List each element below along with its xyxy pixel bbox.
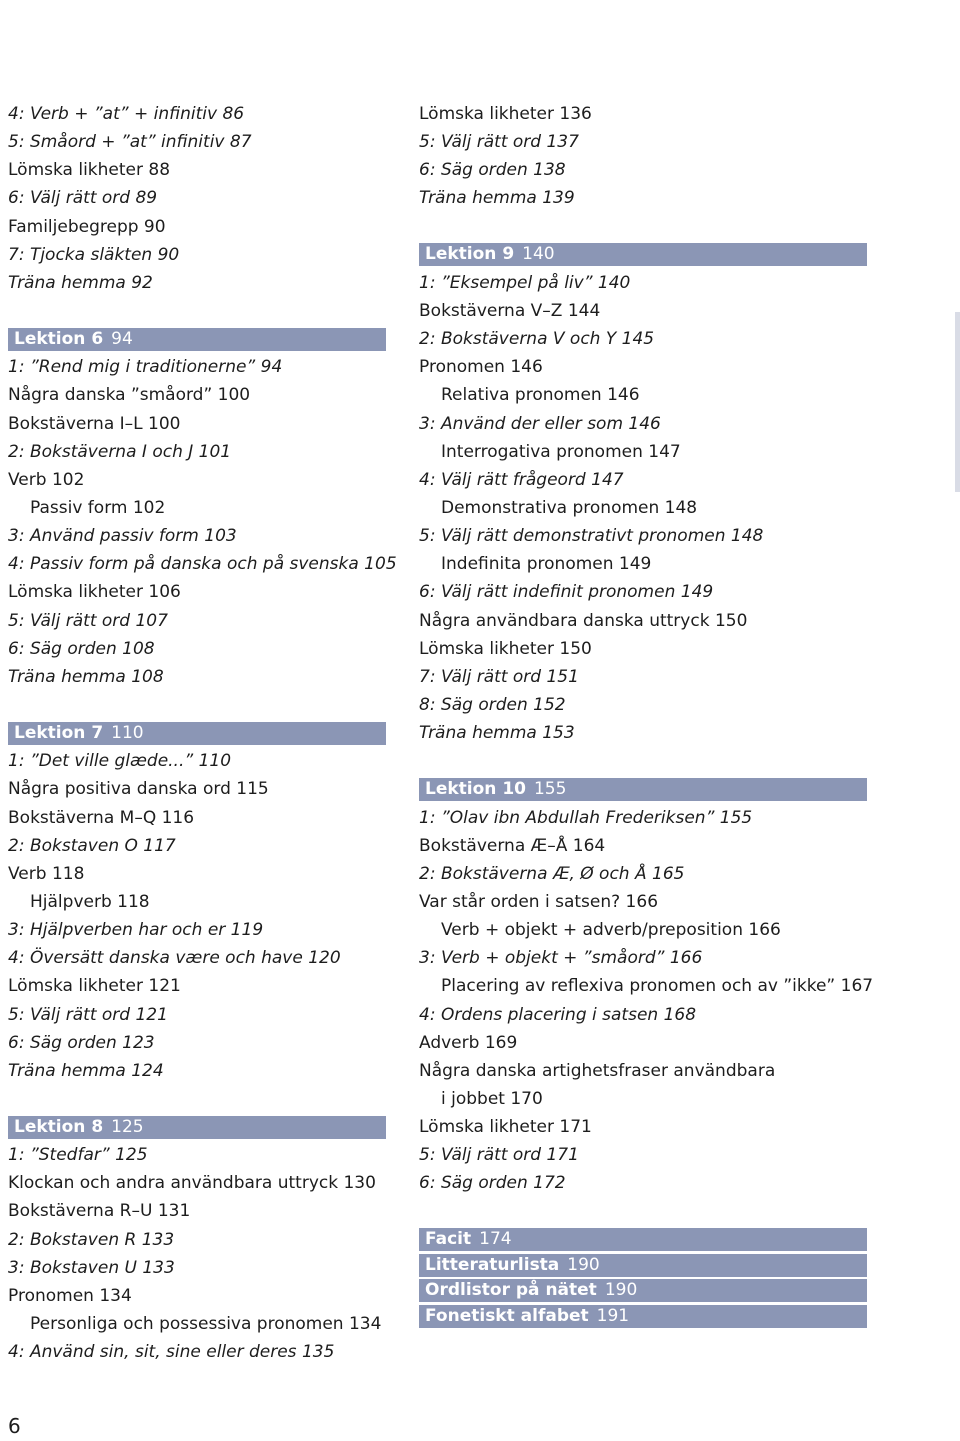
- toc-exercise-entry[interactable]: 2: Bokstäverna Æ, Ø och Å 165: [419, 863, 685, 884]
- toc-exercise-entry[interactable]: 2: Bokstäverna V och Y 145: [419, 329, 655, 350]
- toc-exercise-entry[interactable]: 8: Säg orden 152: [419, 694, 566, 715]
- toc-exercise-entry[interactable]: 5: Välj rätt ord 171: [419, 1145, 579, 1166]
- toc-subentry[interactable]: Indefinita pronomen 149: [441, 554, 652, 575]
- toc-exercise-entry[interactable]: 4: Passiv form på danska och på svenska 105: [8, 554, 397, 575]
- toc-exercise-entry[interactable]: 6: Säg orden 138: [419, 160, 566, 181]
- toc-exercise-entry[interactable]: 5: Småord + ”at” infinitiv 87: [8, 132, 252, 153]
- toc-entry[interactable]: Bokstäverna I–L 100: [8, 413, 181, 434]
- toc-exercise-entry[interactable]: 1: ”Stedfar” 125: [8, 1145, 148, 1166]
- toc-exercise-entry[interactable]: 6: Välj rätt indefinit pronomen 149: [419, 582, 714, 603]
- lesson-header-title: Lektion 10: [425, 778, 526, 799]
- toc-entry[interactable]: Adverb 169: [419, 1032, 518, 1053]
- toc-entry[interactable]: Bokstäverna Æ–Å 164: [419, 835, 606, 856]
- lesson-header-title: Ordlistor på nätet: [425, 1280, 597, 1301]
- lesson-header-bar[interactable]: [419, 778, 867, 801]
- lesson-header-title: Facit: [425, 1229, 472, 1250]
- lesson-header-page: 190: [567, 1254, 600, 1275]
- toc-entry[interactable]: Bokstäverna R–U 131: [8, 1201, 191, 1222]
- toc-exercise-entry[interactable]: Träna hemma 92: [8, 272, 153, 293]
- toc-subentry[interactable]: i jobbet 170: [441, 1088, 543, 1109]
- toc-exercise-entry[interactable]: 5: Välj rätt demonstrativt pronomen 148: [419, 526, 764, 547]
- toc-subentry[interactable]: Relativa pronomen 146: [441, 385, 640, 406]
- lesson-header-bar[interactable]: [419, 1305, 867, 1328]
- toc-entry[interactable]: Lömska likheter 106: [8, 582, 181, 603]
- toc-exercise-entry[interactable]: 5: Välj rätt ord 137: [419, 132, 579, 153]
- lesson-header-page: 190: [604, 1280, 638, 1301]
- lesson-header-bar[interactable]: [419, 1228, 867, 1251]
- toc-right-column: [419, 100, 874, 1331]
- toc-exercise-entry[interactable]: 1: ”Olav ibn Abdullah Frederiksen” 155: [419, 807, 753, 828]
- page-edge-mark: [955, 312, 960, 492]
- toc-exercise-entry[interactable]: 1: ”Det ville glæde...” 110: [8, 751, 232, 772]
- lesson-header-bar[interactable]: [8, 722, 386, 745]
- toc-entry[interactable]: Några danska ”småord” 100: [8, 385, 251, 406]
- toc-exercise-entry[interactable]: 4: Välj rätt frågeord 147: [419, 469, 624, 490]
- toc-exercise-entry[interactable]: 3: Bokstaven U 133: [8, 1257, 175, 1278]
- toc-exercise-entry[interactable]: 2: Bokstäverna I och J 101: [8, 441, 232, 462]
- lesson-header-title: Lektion 8: [14, 1116, 104, 1137]
- lesson-header-bar[interactable]: [419, 1279, 867, 1302]
- lesson-header-title: Lektion 9: [425, 244, 515, 265]
- toc-exercise-entry[interactable]: 4: Översätt danska være och have 120: [8, 948, 341, 969]
- toc-exercise-entry[interactable]: 6: Välj rätt ord 89: [8, 188, 158, 209]
- toc-exercise-entry[interactable]: Träna hemma 108: [8, 666, 164, 687]
- toc-subentry[interactable]: Passiv form 102: [30, 497, 166, 518]
- page-number: 6: [8, 1414, 21, 1438]
- toc-entry[interactable]: Några positiva danska ord 115: [8, 779, 269, 800]
- lesson-header-page: 94: [111, 328, 133, 349]
- toc-exercise-entry[interactable]: 6: Säg orden 123: [8, 1032, 155, 1053]
- toc-exercise-entry[interactable]: 7: Välj rätt ord 151: [419, 666, 579, 687]
- toc-entry[interactable]: Pronomen 134: [8, 1285, 132, 1306]
- lesson-header-page: 110: [111, 722, 144, 743]
- toc-exercise-entry[interactable]: 2: Bokstaven O 117: [8, 835, 176, 856]
- toc-exercise-entry[interactable]: 1: ”Rend mig i traditionerne” 94: [8, 357, 283, 378]
- toc-exercise-entry[interactable]: 3: Hjälpverben har och er 119: [8, 920, 264, 941]
- toc-exercise-entry[interactable]: 3: Använd der eller som 146: [419, 413, 661, 434]
- toc-entry[interactable]: Familjebegrepp 90: [8, 216, 166, 237]
- toc-exercise-entry[interactable]: 4: Ordens placering i satsen 168: [419, 1004, 697, 1025]
- toc-entry[interactable]: Verb 118: [8, 863, 85, 884]
- toc-exercise-entry[interactable]: 7: Tjocka släkten 90: [8, 244, 180, 265]
- toc-left-column: [8, 100, 397, 1366]
- toc-entry[interactable]: Klockan och andra användbara uttryck 130: [8, 1173, 376, 1194]
- toc-entry[interactable]: Lömska likheter 150: [419, 638, 592, 659]
- lesson-header-page: 155: [533, 778, 567, 799]
- lesson-header-page: 125: [111, 1116, 144, 1137]
- toc-exercise-entry[interactable]: 5: Välj rätt ord 121: [8, 1004, 168, 1025]
- toc-entry[interactable]: Lömska likheter 121: [8, 976, 181, 997]
- toc-subentry[interactable]: Verb + objekt + adverb/preposition 166: [441, 920, 781, 941]
- toc-entry[interactable]: Några användbara danska uttryck 150: [419, 610, 748, 631]
- toc-subentry[interactable]: Placering av reflexiva pronomen och av ”ikke” 167: [441, 976, 874, 997]
- toc-entry[interactable]: Några danska artighetsfraser användbara: [419, 1060, 776, 1081]
- toc-entry[interactable]: Pronomen 146: [419, 357, 543, 378]
- toc-exercise-entry[interactable]: 4: Använd sin, sit, sine eller deres 135: [8, 1342, 335, 1363]
- section-spacer: [419, 747, 867, 775]
- toc-entry[interactable]: Verb 102: [8, 469, 85, 490]
- lesson-header-bar[interactable]: [8, 1116, 386, 1139]
- toc-entry[interactable]: Bokstäverna M–Q 116: [8, 807, 195, 828]
- lesson-header-page: 174: [479, 1229, 512, 1250]
- lesson-header-title: Fonetiskt alfabet: [425, 1306, 589, 1327]
- toc-entry[interactable]: Bokstäverna V–Z 144: [419, 300, 601, 321]
- section-spacer: [8, 1085, 386, 1113]
- lesson-header-page: 140: [522, 244, 555, 265]
- toc-exercise-entry[interactable]: 6: Säg orden 108: [8, 638, 155, 659]
- toc-entry[interactable]: Lömska likheter 136: [419, 104, 592, 124]
- toc-exercise-entry[interactable]: 1: ”Eksempel på liv” 140: [419, 272, 631, 293]
- toc-exercise-entry[interactable]: 3: Använd passiv form 103: [8, 526, 237, 547]
- toc-exercise-entry[interactable]: 2: Bokstaven R 133: [8, 1229, 175, 1250]
- toc-entry[interactable]: Lömska likheter 88: [8, 160, 171, 181]
- section-spacer: [419, 213, 867, 241]
- lesson-header-title: Lektion 6: [14, 328, 104, 349]
- toc-exercise-entry[interactable]: 6: Säg orden 172: [419, 1173, 566, 1194]
- toc-exercise-entry[interactable]: 3: Verb + objekt + ”småord” 166: [419, 948, 703, 969]
- toc-exercise-entry[interactable]: Träna hemma 153: [419, 723, 575, 744]
- toc-subentry[interactable]: Interrogativa pronomen 147: [441, 441, 681, 462]
- section-spacer: [8, 297, 386, 325]
- section-spacer: [8, 691, 386, 719]
- toc-exercise-entry[interactable]: Träna hemma 139: [419, 188, 575, 209]
- toc-exercise-entry[interactable]: 5: Välj rätt ord 107: [8, 610, 168, 631]
- section-spacer: [419, 1197, 867, 1225]
- lesson-header-page: 191: [596, 1306, 630, 1327]
- toc-exercise-entry[interactable]: 4: Verb + ”at” + infinitiv 86: [8, 104, 245, 124]
- lesson-header-bar[interactable]: [419, 1254, 867, 1277]
- toc-subentry[interactable]: Personliga och possessiva pronomen 134: [30, 1314, 382, 1335]
- lesson-header-bar[interactable]: [419, 243, 867, 266]
- lesson-header-title: Lektion 7: [14, 722, 104, 743]
- toc-entry[interactable]: Lömska likheter 171: [419, 1117, 592, 1138]
- toc-entry[interactable]: Var står orden i satsen? 166: [419, 891, 659, 912]
- toc-exercise-entry[interactable]: Träna hemma 124: [8, 1060, 164, 1081]
- toc-subentry[interactable]: Hjälpverb 118: [30, 891, 150, 912]
- lesson-header-bar[interactable]: [8, 328, 386, 351]
- toc-subentry[interactable]: Demonstrativa pronomen 148: [441, 497, 698, 518]
- lesson-header-title: Litteraturlista: [425, 1254, 560, 1275]
